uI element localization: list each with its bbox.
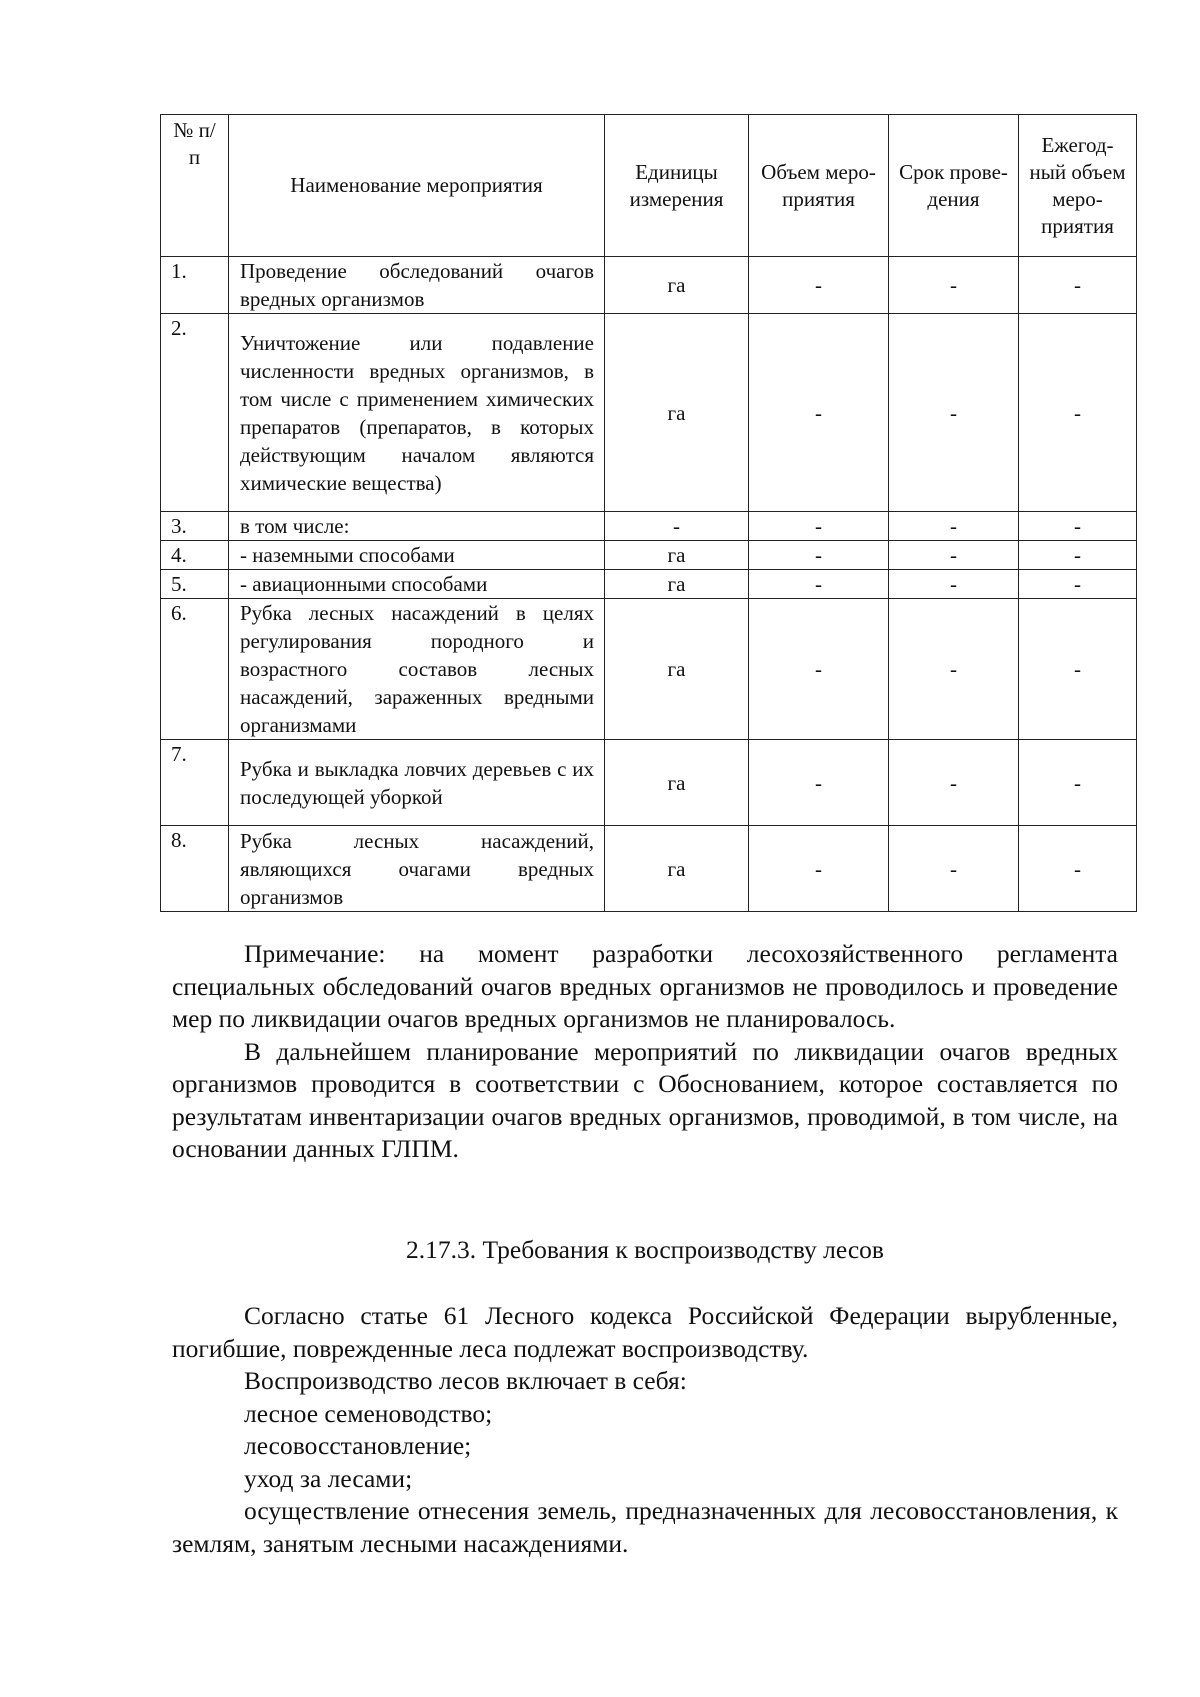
row-volume: - [749, 314, 889, 512]
row-name: Рубка и выкладка ловчих деревьев с их последующей уборкой [229, 740, 605, 826]
row-volume: - [749, 599, 889, 740]
list-item: осуществление отнесения земель, предназначенных для лесовосстановления, к землям, занятым лесными насаждениями. [172, 1496, 1118, 1558]
row-name: Проведение обследований очагов вредных организмов [229, 257, 605, 314]
list-item: лесовосстановление; [244, 1431, 472, 1460]
row-term: - [889, 541, 1019, 570]
row-volume: - [749, 570, 889, 599]
row-name: Уничтожение или подавление численности вредных организмов, в том числе с применением химических препаратов (препаратов, в которых действующим началом являются химические вещества) [229, 314, 605, 512]
row-term: - [889, 826, 1019, 912]
row-annual: - [1019, 541, 1137, 570]
row-term: - [889, 570, 1019, 599]
table-header-row [161, 115, 1137, 257]
table-row [161, 512, 1137, 541]
header-num: № п/п [161, 115, 229, 257]
row-unit: - [605, 512, 749, 541]
row-volume: - [749, 740, 889, 826]
section-heading: 2.17.3. Требования к воспроизводству лесов [406, 1235, 884, 1264]
row-unit: га [605, 257, 749, 314]
row-term: - [889, 512, 1019, 541]
table-row [161, 740, 1137, 826]
row-num: 3. [161, 512, 229, 541]
note-block [172, 938, 1118, 1166]
row-num: 7. [161, 740, 229, 826]
row-annual: - [1019, 570, 1137, 599]
row-name: в том числе: [229, 512, 605, 541]
row-term: - [889, 599, 1019, 740]
row-unit: га [605, 599, 749, 740]
row-name: Рубка лесных насаждений, являющихся очагами вредных организмов [229, 826, 605, 912]
row-term: - [889, 314, 1019, 512]
row-volume: - [749, 541, 889, 570]
row-annual: - [1019, 512, 1137, 541]
row-num: 4. [161, 541, 229, 570]
row-annual: - [1019, 257, 1137, 314]
note-paragraph-1: Примечание: на момент разработки лесохозяйственного регламента специальных обследований очагов вредных организмов не проводилось и проведение мер по ликвидации очагов вредных организмов не планировалось. [172, 939, 1118, 1033]
header-name: Наименование мероприятия [229, 115, 605, 257]
row-unit: га [605, 570, 749, 599]
list-item: уход за лесами; [244, 1463, 413, 1493]
row-num: 2. [161, 314, 229, 512]
row-name: - авиационными способами [229, 570, 605, 599]
row-term: - [889, 740, 1019, 826]
row-annual: - [1019, 314, 1137, 512]
table-row [161, 599, 1137, 740]
list-item: лесное семеноводство; [244, 1398, 493, 1428]
table-row [161, 541, 1137, 570]
section-paragraph-2: Воспроизводство лесов включает в себя: [244, 1366, 687, 1395]
row-num: 8. [161, 826, 229, 912]
row-term: - [889, 257, 1019, 314]
row-annual: - [1019, 826, 1137, 912]
measures-table [160, 114, 1137, 912]
row-num: 1. [161, 257, 229, 314]
table-row [161, 570, 1137, 599]
header-annual: Ежегод-ный объем меро-приятия [1019, 115, 1137, 257]
row-unit: га [605, 314, 749, 512]
row-annual: - [1019, 599, 1137, 740]
note-paragraph-2: В дальнейшем планирование мероприятий по ликвидации очагов вредных организмов проводится в соответствии с Обоснованием, которое составляется по результатам инвентаризации очагов вредных организмов, проводимой, в том числе, на основании данных ГЛПМ. [172, 1036, 1118, 1163]
row-name: - наземными способами [229, 541, 605, 570]
row-name: Рубка лесных насаждений в целях регулирования породного и возрастного составов лесных насаждений, зараженных вредными организмами [229, 599, 605, 740]
header-unit: Единицы измерения [605, 115, 749, 257]
row-num: 5. [161, 570, 229, 599]
row-unit: га [605, 541, 749, 570]
row-unit: га [605, 826, 749, 912]
table-row [161, 826, 1137, 912]
row-unit: га [605, 740, 749, 826]
row-volume: - [749, 826, 889, 912]
header-term: Срок прове-дения [889, 115, 1019, 257]
header-volume: Объем меро-приятия [749, 115, 889, 257]
table-row [161, 314, 1137, 512]
row-num: 6. [161, 599, 229, 740]
row-volume: - [749, 257, 889, 314]
row-annual: - [1019, 740, 1137, 826]
row-volume: - [749, 512, 889, 541]
section-paragraph-1: Согласно статье 61 Лесного кодекса Российской Федерации вырубленные, погибшие, поврежденные леса подлежат воспроизводству. [172, 1301, 1118, 1363]
section-body [172, 1300, 1118, 1560]
table-row [161, 257, 1137, 314]
